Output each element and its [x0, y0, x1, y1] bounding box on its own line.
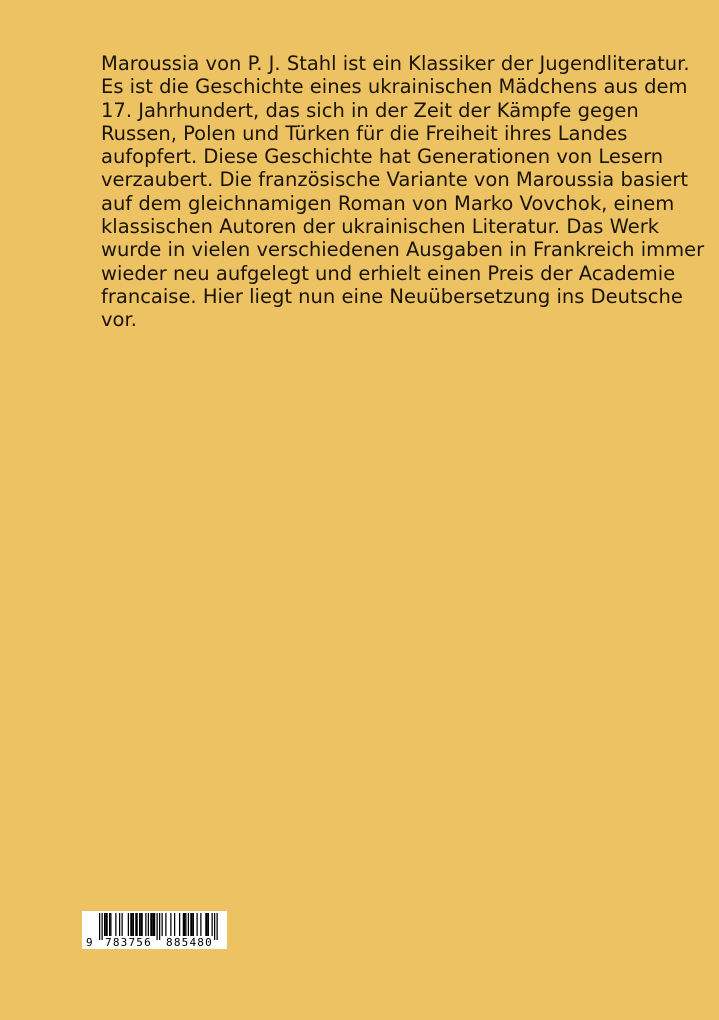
barcode-bar — [154, 913, 155, 936]
barcode-bar — [142, 913, 143, 936]
barcode-bar — [139, 913, 140, 936]
barcode-bar — [109, 913, 110, 936]
barcode-bar — [179, 913, 180, 936]
blurb-line: vor. — [101, 308, 137, 332]
barcode-bar — [192, 913, 193, 936]
isbn-barcode — [82, 911, 227, 949]
blurb-line: klassischen Autoren der ukrainischen Literatur. Das Werk — [101, 215, 660, 239]
barcode-bar — [104, 913, 105, 936]
barcode-bar — [208, 913, 209, 936]
blurb-line: Russen, Polen und Türken für die Freiheit ihres Landes — [101, 121, 628, 145]
barcode-bar — [190, 913, 191, 936]
barcode-bar — [153, 913, 154, 936]
isbn-right-digits: 885480 — [166, 936, 213, 949]
barcode-bar — [193, 913, 194, 936]
blurb-line: wurde in vielen verschiedenen Ausgaben in Frankreich immer — [101, 238, 705, 262]
back-cover-blurb — [101, 52, 705, 332]
blurb-line: wieder neu aufgelegt und erhielt einen Preis der Academie — [101, 261, 676, 285]
barcode-bar — [107, 913, 108, 936]
barcode-bar — [145, 913, 146, 936]
barcode-bar — [115, 913, 116, 936]
barcode-bar — [212, 913, 213, 936]
blurb-line: verzaubert. Die französische Variante von Maroussia basiert — [101, 168, 689, 192]
barcode-bar — [200, 913, 201, 936]
barcode-bar — [188, 913, 189, 936]
isbn-lead-digit: 9 — [86, 936, 93, 949]
barcode-bar — [185, 913, 186, 936]
blurb-line: 17. Jahrhundert, das sich in der Zeit der Kämpfe gegen — [101, 98, 639, 122]
barcode-bar — [162, 913, 163, 936]
barcode-bar — [132, 913, 133, 936]
blurb-line: Es ist die Geschichte eines ukrainischen Mädchens aus dem — [101, 75, 688, 99]
barcode-bar — [207, 913, 208, 936]
barcode-bar — [135, 913, 136, 936]
barcode-bar — [174, 913, 175, 936]
blurb-line: aufopfert. Diese Geschichte hat Generationen von Lesern — [101, 145, 664, 169]
barcode-bar — [105, 913, 106, 936]
isbn-number — [82, 936, 227, 949]
barcode-bar — [119, 913, 120, 936]
barcode-bar — [140, 913, 141, 936]
isbn-left-digits: 783756 — [105, 936, 152, 949]
barcode-bar — [165, 913, 166, 936]
blurb-line: Maroussia von P. J. Stahl ist ein Klassiker der Jugendliteratur. — [101, 52, 690, 75]
barcode-bar — [148, 913, 149, 936]
barcode-bar — [122, 913, 123, 936]
barcode-bar — [110, 913, 111, 936]
barcode-bar — [197, 913, 198, 936]
barcode-bar — [183, 913, 184, 936]
blurb-line: auf dem gleichnamigen Roman von Marko Vovchok, einem — [101, 191, 675, 215]
barcode-bar — [205, 913, 206, 936]
barcode-bar — [170, 913, 171, 936]
barcode-bar — [137, 913, 138, 936]
barcode-bar — [130, 913, 131, 936]
barcode-bar — [133, 913, 134, 936]
blurb-line: francaise. Hier liegt nun eine Neuübersetzung ins Deutsche — [101, 284, 683, 308]
barcode-bar — [184, 913, 185, 936]
barcode-bar — [150, 913, 151, 936]
barcode-bar — [128, 913, 129, 936]
barcode-bar — [152, 913, 153, 936]
